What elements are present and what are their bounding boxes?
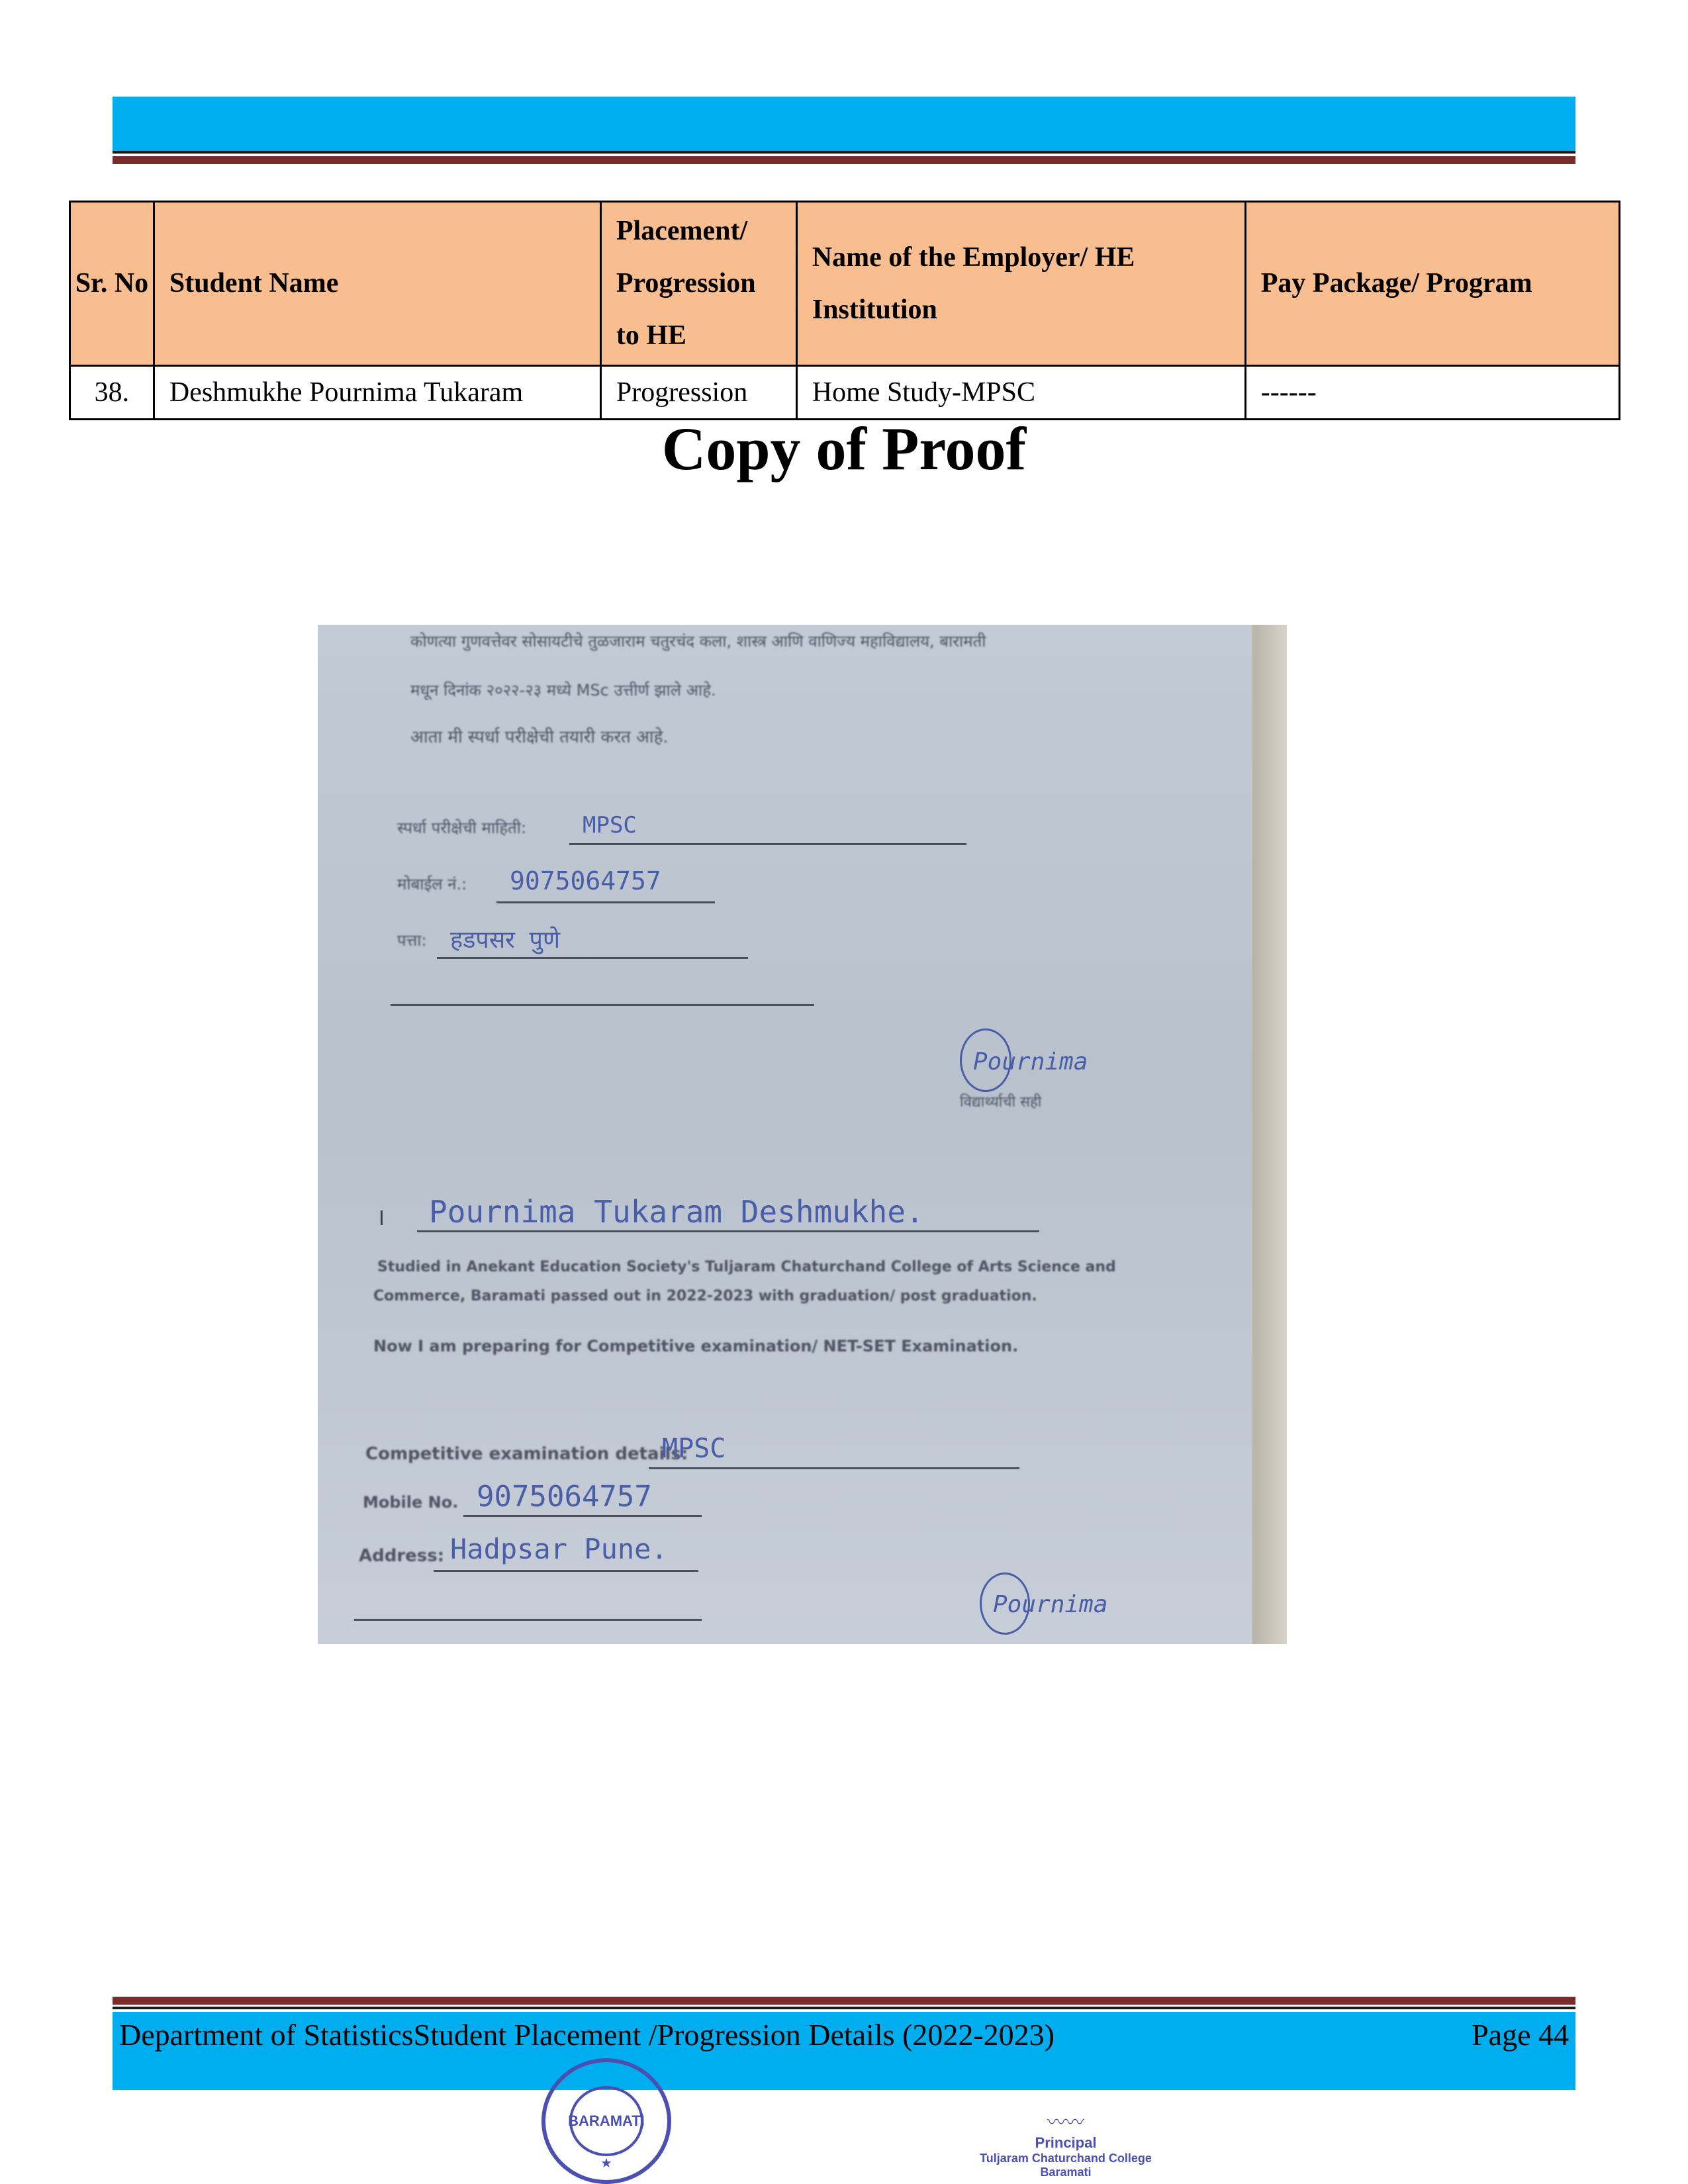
eng-student-name: Pournima Tukaram Deshmukhe. (429, 1194, 924, 1230)
marathi-signature-label: विद्यार्थ्याची सही (960, 1094, 1042, 1111)
marathi-mobile-value: 9075064757 (510, 866, 661, 895)
table-row (70, 366, 1620, 420)
cell-sr-no: 38. (70, 366, 154, 420)
signature: Pournima (973, 1048, 1088, 1075)
marathi-mobile-label: मोबाईल नं.: (397, 875, 467, 893)
proof-title: Copy of Proof (661, 415, 1027, 482)
marathi-exam-value: MPSC (583, 812, 637, 839)
underline (437, 957, 748, 959)
underline (354, 1619, 702, 1621)
page-number: Page 44 (1472, 2018, 1569, 2052)
eng-exam-label: Competitive examination details: (365, 1444, 688, 1464)
cell-employer: Home Study-MPSC (796, 366, 1245, 420)
header-student-name: Student Name (154, 202, 600, 366)
underline (434, 1570, 698, 1572)
seal-star-icon: ★ (600, 2156, 612, 2171)
underline (463, 1515, 702, 1517)
principal-place: Baramati (1040, 2165, 1092, 2179)
cell-pay-package: ------ (1245, 366, 1619, 420)
marathi-address-value: हडपसर पुणे (450, 927, 561, 954)
seal-center-text: BARAMATI (568, 2113, 645, 2129)
eng-i: I (379, 1207, 385, 1230)
placement-table (69, 201, 1620, 420)
footer-band (113, 2012, 1575, 2090)
header-pay-package: Pay Package/ Program (1245, 202, 1619, 366)
marathi-line-3: आता मी स्पर्धा परीक्षेची तयारी करत आहे. (410, 727, 669, 747)
marathi-line-2: मधून दिनांक २०२२-२३ मध्ये MSc उत्तीर्ण झाले आहे. (410, 681, 716, 700)
header-sr-no: Sr. No (70, 202, 154, 366)
footer-rule-thick (113, 1997, 1575, 2005)
principal-signature-icon: 〰〰 (1047, 2111, 1084, 2133)
underline (496, 901, 715, 903)
header-rule (113, 151, 1575, 154)
header-band (113, 97, 1575, 151)
eng-mobile-label: Mobile No. (363, 1493, 459, 1512)
table-header-row (70, 202, 1620, 366)
eng-line-2: Commerce, Baramati passed out in 2022-2023 with graduation/ post graduation. (373, 1288, 1037, 1304)
eng-line-3: Now I am preparing for Competitive examination/ NET-SET Examination. (373, 1337, 1019, 1355)
cell-student-name: Deshmukhe Pournima Tukaram (154, 366, 600, 420)
eng-address-label: Address: (359, 1546, 445, 1566)
header-placement: Placement/ Progression to HE (600, 202, 796, 366)
principal-college: Tuljaram Chaturchand College (980, 2152, 1152, 2165)
college-seal (541, 2058, 671, 2184)
footer-rule (113, 2007, 1575, 2009)
footer-department-text: Department of StatisticsStudent Placement /Progression Details (2022-2023) (119, 2018, 1055, 2052)
underline (417, 1230, 1039, 1232)
underline (569, 843, 966, 845)
marathi-address-label: पत्ता: (397, 931, 427, 950)
signature-bottom: Pournima (993, 1591, 1108, 1618)
eng-mobile-value: 9075064757 (477, 1480, 652, 1514)
underline (649, 1467, 1019, 1469)
marathi-exam-label: स्पर्धा परीक्षेची माहिती: (397, 819, 527, 837)
eng-line-1: Studied in Anekant Education Society's Tuljaram Chaturchand College of Arts Science and (377, 1259, 1116, 1275)
marathi-line-1: कोणत्या गुणवत्तेवर सोसायटीचे तुळजाराम चतुरचंद कला, शास्त्र आणि वाणिज्य महाविद्यालय, बारामती (410, 632, 986, 651)
principal-title: Principal (1035, 2134, 1097, 2151)
header-rule-thick (113, 156, 1575, 164)
photo-edge (1252, 625, 1287, 1644)
header-employer: Name of the Employer/ HE Institution (796, 202, 1245, 366)
eng-address-value: Hadpsar Pune. (450, 1533, 668, 1565)
proof-document-photo (318, 625, 1287, 1644)
eng-exam-value: MPSC (662, 1433, 726, 1464)
principal-stamp (966, 2108, 1165, 2179)
underline (391, 1004, 814, 1006)
cell-placement: Progression (600, 366, 796, 420)
